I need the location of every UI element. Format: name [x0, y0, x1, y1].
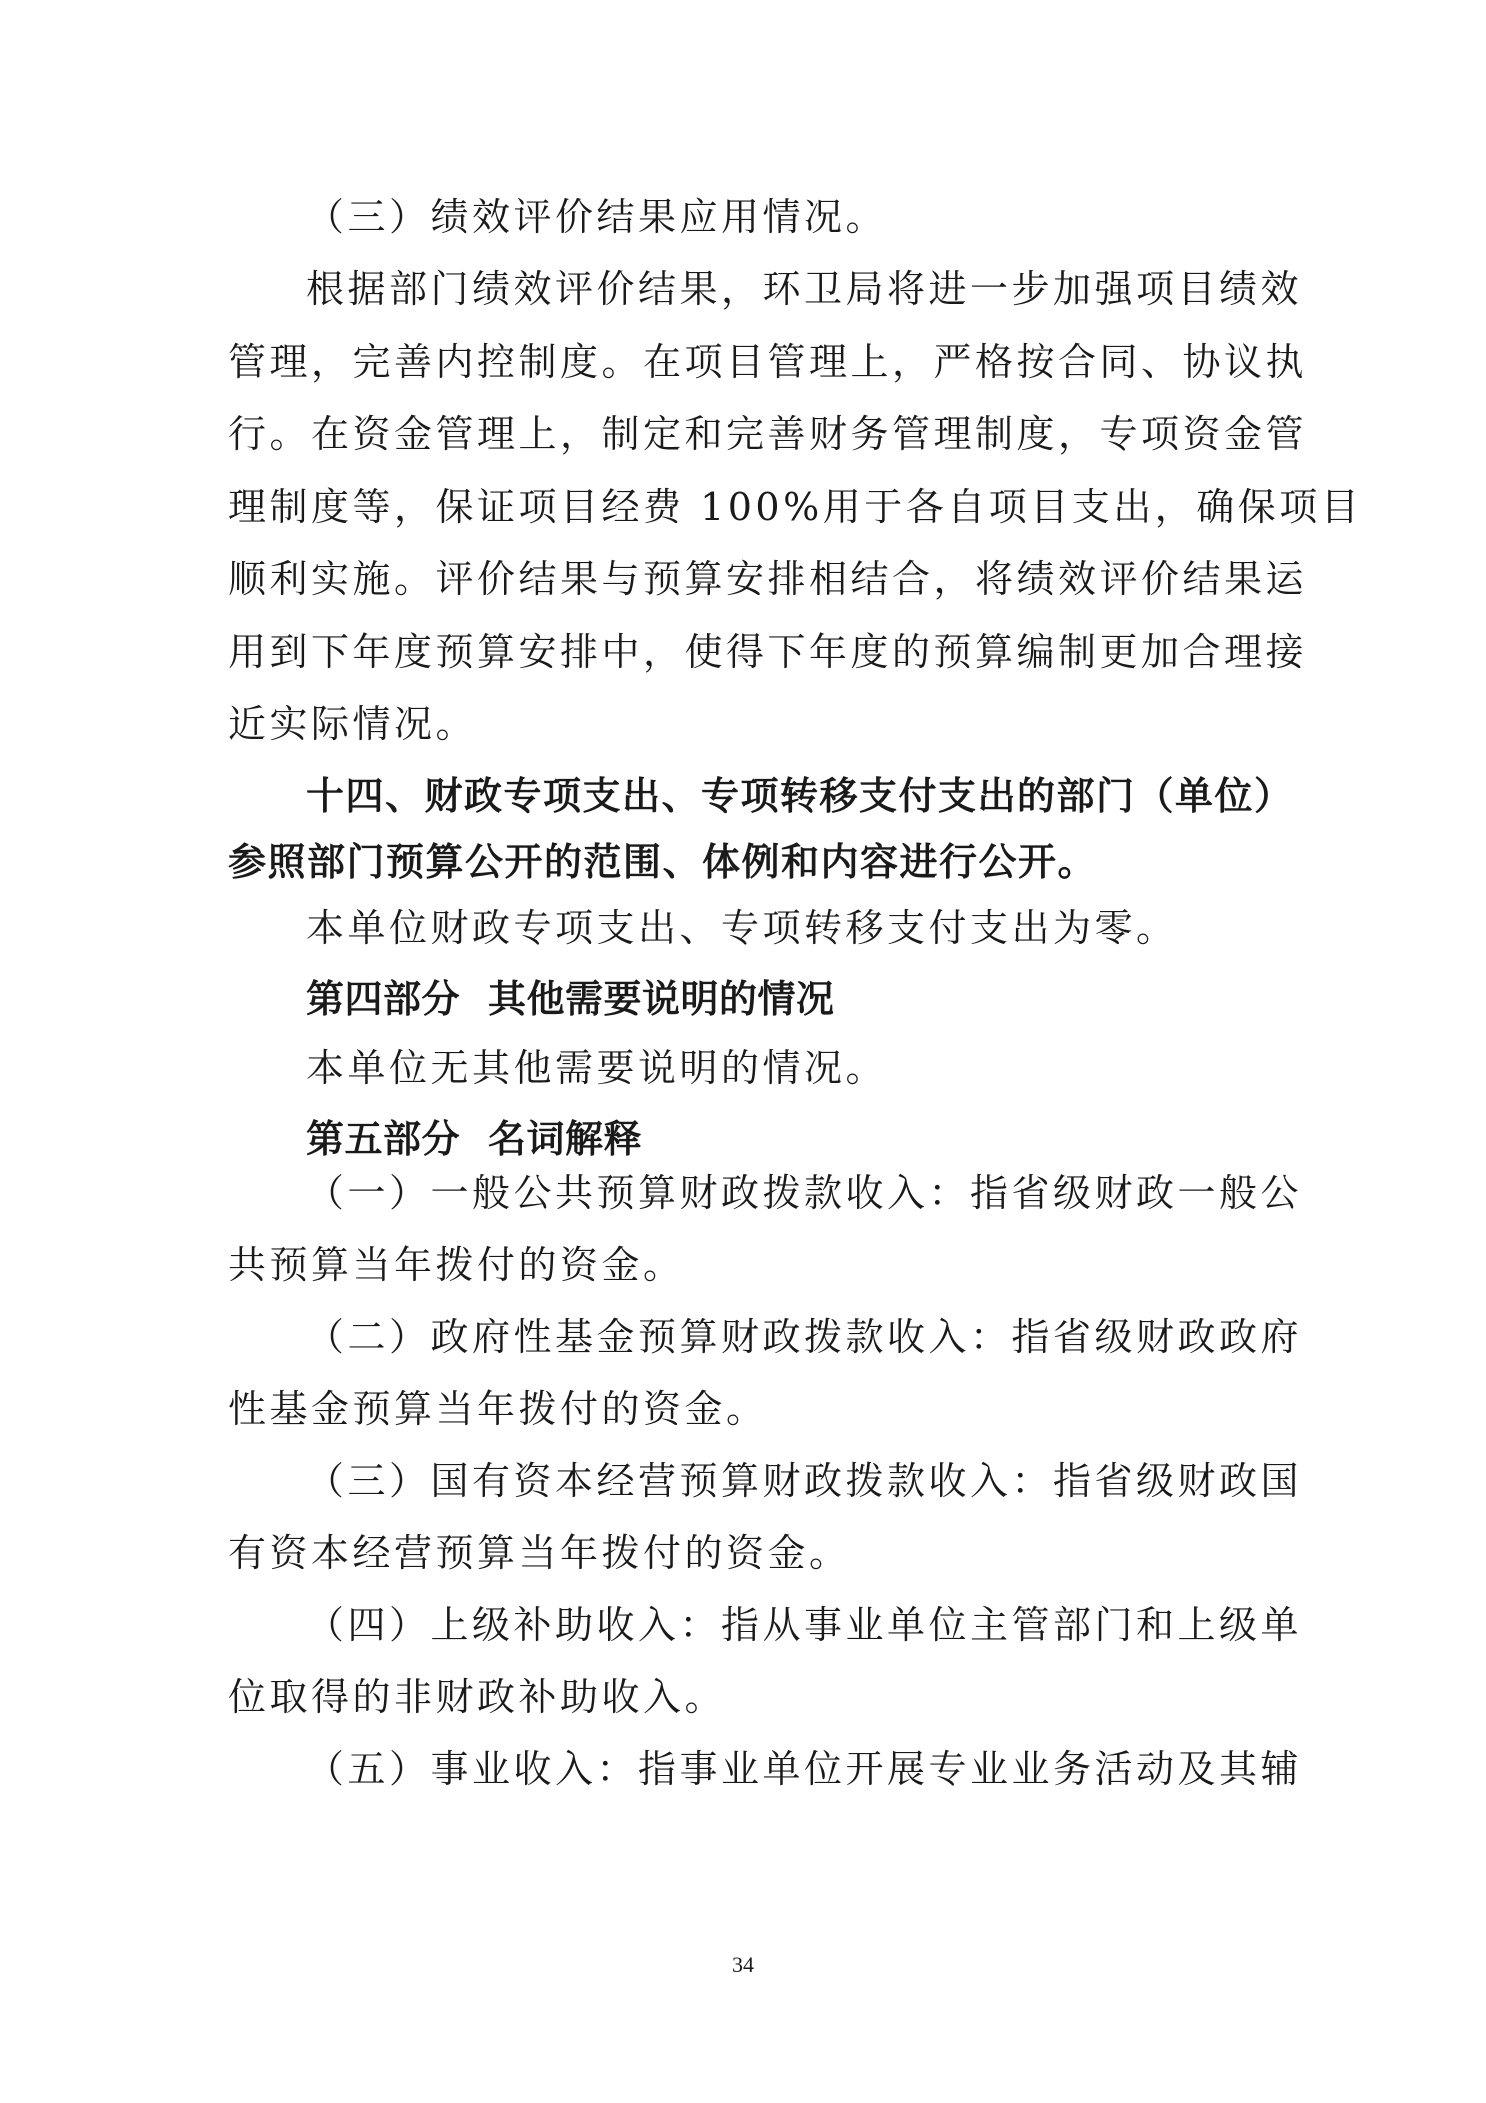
- paragraph-line: 本单位财政专项支出、专项转移支付支出为零。: [306, 906, 1178, 950]
- paragraph-line: 用到下年度预算安排中，使得下年度的预算编制更加合理接: [228, 630, 1308, 674]
- section-heading-fourteen-cont: 参照部门预算公开的范围、体例和内容进行公开。: [228, 840, 1098, 884]
- paragraph-line: 行。在资金管理上，制定和完善财务管理制度，专项资金管: [228, 412, 1308, 456]
- definition-line: 位取得的非财政补助收入。: [228, 1675, 727, 1719]
- part-five-heading: [306, 1116, 642, 1162]
- definition-line: （四）上级补助收入：指从事业单位主管部门和上级单: [306, 1603, 1303, 1647]
- paragraph-line: 根据部门绩效评价结果，环卫局将进一步加强项目绩效: [306, 267, 1303, 311]
- definition-line: （五）事业收入：指事业单位开展专业业务活动及其辅: [306, 1747, 1303, 1791]
- definition-line: （三）国有资本经营预算财政拨款收入：指省级财政国: [306, 1459, 1303, 1503]
- part-five-title: 名词解释: [488, 1117, 643, 1161]
- part-five-label: 第五部分: [306, 1117, 461, 1161]
- definition-line: 有资本经营预算当年拨付的资金。: [228, 1531, 851, 1575]
- definition-line: （二）政府性基金预算财政拨款收入：指省级财政政府: [306, 1315, 1303, 1359]
- definition-line: 共预算当年拨付的资金。: [228, 1243, 685, 1287]
- part-four-heading: [306, 976, 835, 1022]
- paragraph-line: 近实际情况。: [228, 702, 478, 746]
- part-four-label: 第四部分: [306, 977, 461, 1021]
- definition-line: （一）一般公共预算财政拨款收入：指省级财政一般公: [306, 1171, 1303, 1215]
- section-heading-fourteen: 十四、财政专项支出、专项转移支付支出的部门（单位）: [306, 774, 1294, 818]
- subsection-heading-performance-application: （三）绩效评价结果应用情况。: [306, 195, 888, 239]
- paragraph-line: 本单位无其他需要说明的情况。: [306, 1046, 888, 1090]
- paragraph-line: 理制度等，保证项目经费 100%用于各自项目支出，确保项目: [228, 485, 1363, 529]
- definition-line: 性基金预算当年拨付的资金。: [228, 1387, 768, 1431]
- paragraph-line: 管理，完善内控制度。在项目管理上，严格按合同、协议执: [228, 340, 1308, 384]
- part-four-title: 其他需要说明的情况: [488, 977, 835, 1021]
- paragraph-line: 顺利实施。评价结果与预算安排相结合，将绩效评价结果运: [228, 557, 1308, 601]
- page-number: 34: [732, 1952, 754, 1977]
